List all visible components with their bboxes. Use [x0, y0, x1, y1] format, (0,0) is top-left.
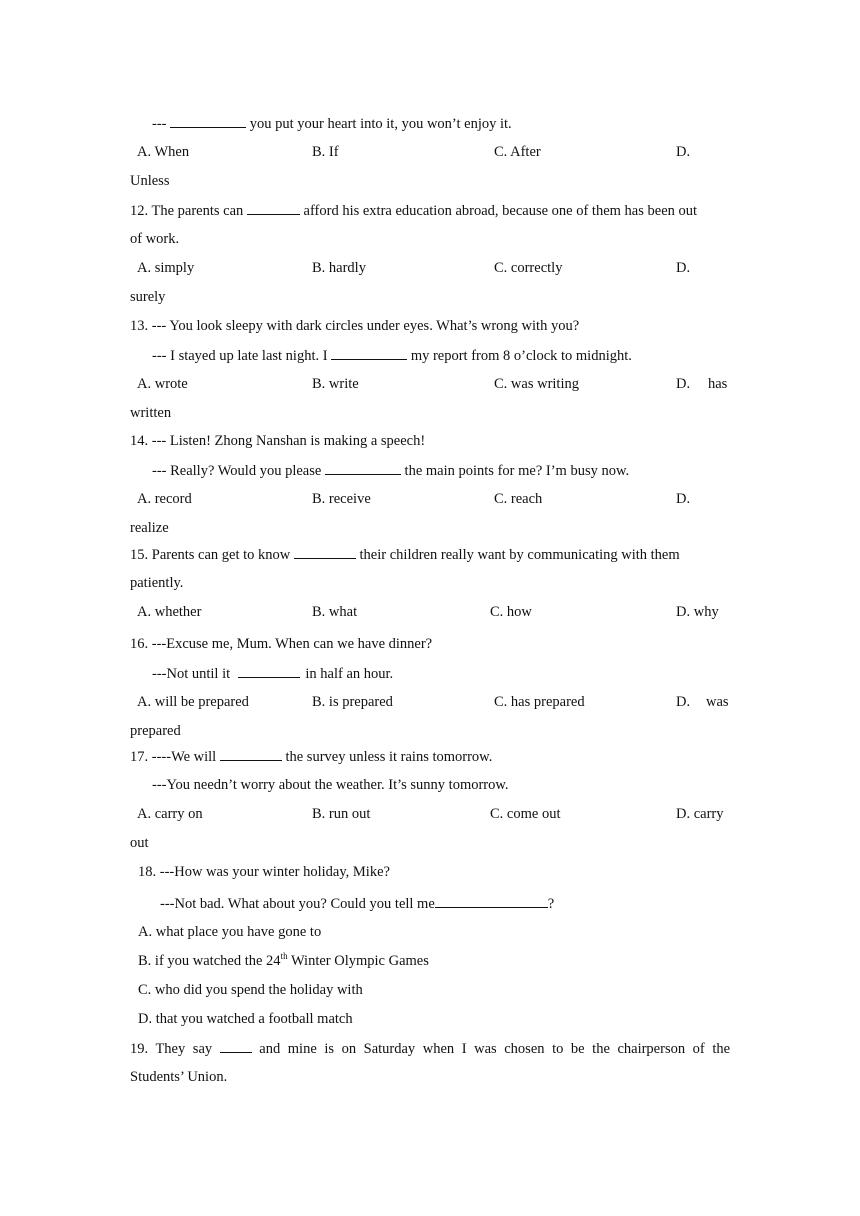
q14-option-d-wrap: realize [130, 520, 169, 536]
q17-option-c: C. come out [490, 806, 561, 822]
q11-line1: --- you put your heart into it, you won’t enjoy it. [152, 116, 512, 132]
answer-blank [294, 545, 356, 559]
q18-option-a: A. what place you have gone to [138, 924, 322, 940]
q12-line1: 12. The parents can afford his extra education abroad, because one of them has been out [130, 203, 698, 219]
q16-option-c: C. has prepared [494, 694, 585, 710]
q14-option-a: A. record [137, 491, 192, 507]
q14-option-d: D. [676, 491, 691, 507]
q12-option-d-wrap: surely [130, 289, 166, 305]
q12-option-c: C. correctly [494, 260, 563, 276]
q14-line1: 14. --- Listen! Zhong Nanshan is making a speech! [130, 433, 426, 449]
q14-option-b: B. receive [312, 491, 371, 507]
q16-option-b: B. is prepared [312, 694, 393, 710]
answer-blank [220, 747, 282, 761]
answer-blank [220, 1039, 252, 1053]
q13-option-d-wrap: written [130, 405, 172, 421]
q17-line2: ---You needn’t worry about the weather. It’s sunny tomorrow. [152, 777, 509, 793]
q15-option-a: A. whether [137, 604, 202, 620]
answer-blank [435, 894, 548, 908]
q13-line2: --- I stayed up late last night. I my report from 8 o’clock to midnight. [152, 348, 632, 364]
q15-line1: 15. Parents can get to know their children really want by communicating with them [130, 547, 680, 563]
q11-option-d-wrap: Unless [130, 173, 170, 189]
q15-option-c: C. how [490, 604, 532, 620]
q11-option-b: B. If [312, 144, 339, 160]
q16-option-a: A. will be prepared [137, 694, 249, 710]
q12-option-d: D. [676, 260, 691, 276]
q18-line2: ---Not bad. What about you? Could you tell me ? [160, 896, 555, 912]
q12-option-a: A. simply [137, 260, 195, 276]
q17-option-a: A. carry on [137, 806, 203, 822]
q13-option-d-word: has [708, 376, 728, 392]
answer-blank [238, 664, 300, 678]
q13-option-b: B. write [312, 376, 359, 392]
q16-line2: ---Not until it in half an hour. [152, 666, 394, 682]
q18-option-c: C. who did you spend the holiday with [138, 982, 363, 998]
answer-blank [247, 201, 300, 215]
q16-option-d: D. [676, 694, 691, 710]
q16-option-d-word: was [706, 694, 729, 710]
q17-option-d: D. carry [676, 806, 724, 822]
q15-option-d: D. why [676, 604, 719, 620]
q19-line1: 19. They say and mine is on Saturday when I was chosen to be the chairperson of the [130, 1041, 731, 1057]
q13-option-c: C. was writing [494, 376, 579, 392]
q18-option-d: D. that you watched a football match [138, 1011, 353, 1027]
q12-option-b: B. hardly [312, 260, 366, 276]
q14-line2: --- Really? Would you please the main points for me? I’m busy now. [152, 463, 630, 479]
q18-option-b: B. if you watched the 24th Winter Olympic Games [138, 951, 429, 969]
q14-option-c: C. reach [494, 491, 543, 507]
q15-line2: patiently. [130, 575, 184, 591]
q17-line1: 17. ----We will the survey unless it rains tomorrow. [130, 749, 493, 765]
q11-option-a: A. When [137, 144, 190, 160]
q18-line1: 18. ---How was your winter holiday, Mike? [138, 864, 390, 880]
answer-blank [325, 461, 401, 475]
q13-option-d: D. [676, 376, 691, 392]
q17-option-b: B. run out [312, 806, 371, 822]
q15-option-b: B. what [312, 604, 358, 620]
q13-option-a: A. wrote [137, 376, 188, 392]
answer-blank [170, 114, 246, 128]
answer-blank [331, 346, 407, 360]
q13-line1: 13. --- You look sleepy with dark circles under eyes. What’s wrong with you? [130, 318, 580, 334]
q19-line2: Students’ Union. [130, 1069, 228, 1085]
q17-option-d-wrap: out [130, 835, 149, 851]
q16-option-d-wrap: prepared [130, 723, 181, 739]
q16-line1: 16. ---Excuse me, Mum. When can we have dinner? [130, 636, 433, 652]
q12-line2: of work. [130, 231, 180, 247]
q11-option-c: C. After [494, 144, 541, 160]
q11-option-d: D. [676, 144, 691, 160]
